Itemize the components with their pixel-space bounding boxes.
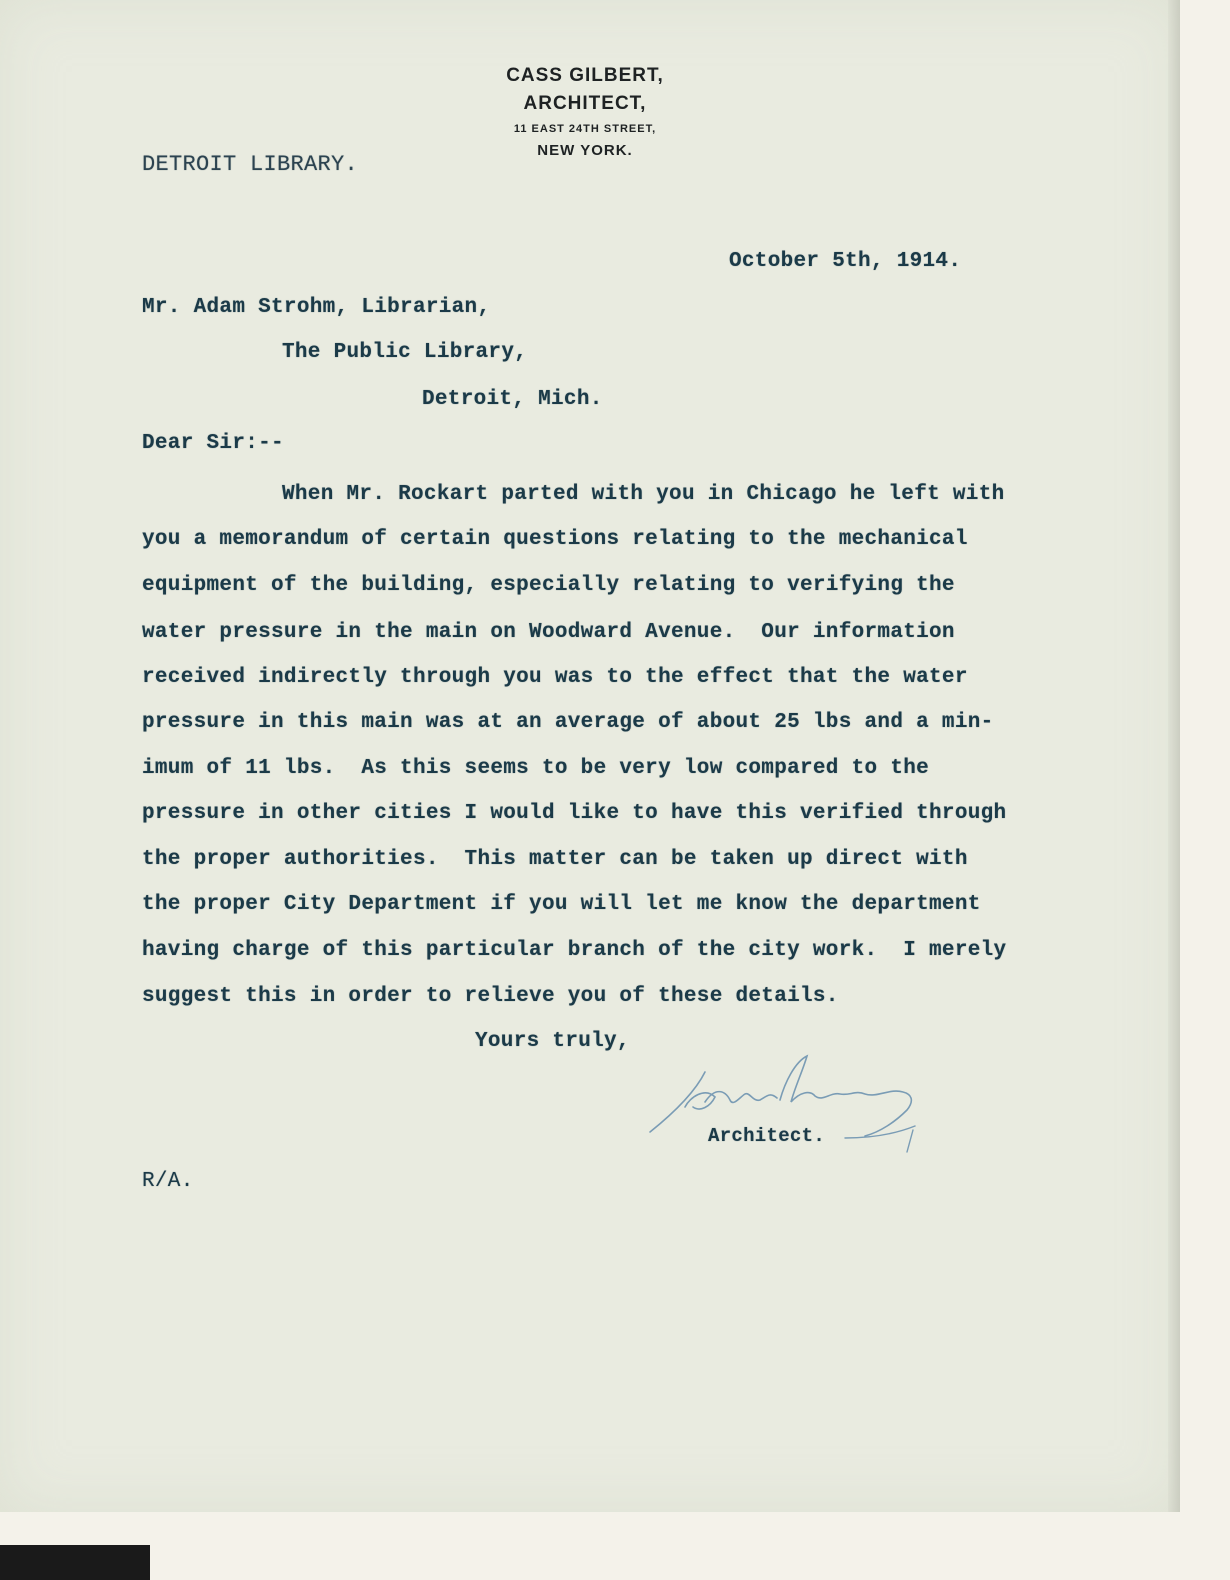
body-line: pressure in this main was at an average of about 25 lbs and a min- — [142, 711, 994, 734]
body-line: imum of 11 lbs. As this seems to be very low compared to the — [142, 757, 930, 780]
signature-title: Architect. — [708, 1125, 826, 1147]
body-line: equipment of the building, especially relating to verifying the — [142, 574, 955, 597]
body-line: the proper authorities. This matter can be taken up direct with — [142, 848, 968, 871]
recipient-line-2: The Public Library, — [282, 341, 528, 364]
letterhead-title: ARCHITECT, — [523, 93, 647, 114]
salutation: Dear Sir:-- — [142, 432, 284, 455]
letterhead-name: CASS GILBERT, — [506, 65, 664, 86]
body-line: you a memorandum of certain questions relating to the mechanical — [142, 528, 968, 551]
letterhead-street: 11 EAST 24TH STREET, — [513, 123, 657, 135]
file-label: DETROIT LIBRARY. — [142, 152, 359, 177]
body-line: the proper City Department if you will let me know the department — [142, 893, 981, 916]
recipient-line-3: Detroit, Mich. — [422, 388, 603, 411]
scan-border — [0, 1545, 150, 1580]
recipient-line-1: Mr. Adam Strohm, Librarian, — [142, 296, 491, 319]
letterhead — [445, 62, 725, 162]
typist-initials: R/A. — [142, 1170, 194, 1193]
body-line: having charge of this particular branch of the city work. I merely — [142, 939, 1007, 962]
body-line: suggest this in order to relieve you of these details. — [142, 985, 839, 1008]
letterhead-city: NEW YORK. — [537, 142, 633, 159]
body-line: water pressure in the main on Woodward Avenue. Our information — [142, 621, 955, 644]
body-line: When Mr. Rockart parted with you in Chicago he left with — [282, 483, 1005, 506]
body-line: pressure in other cities I would like to have this verified through — [142, 802, 1007, 825]
body-line: received indirectly through you was to the effect that the water — [142, 666, 968, 689]
sheet-edge — [1168, 0, 1180, 1512]
closing: Yours truly, — [475, 1030, 630, 1053]
letter-date: October 5th, 1914. — [729, 250, 962, 273]
